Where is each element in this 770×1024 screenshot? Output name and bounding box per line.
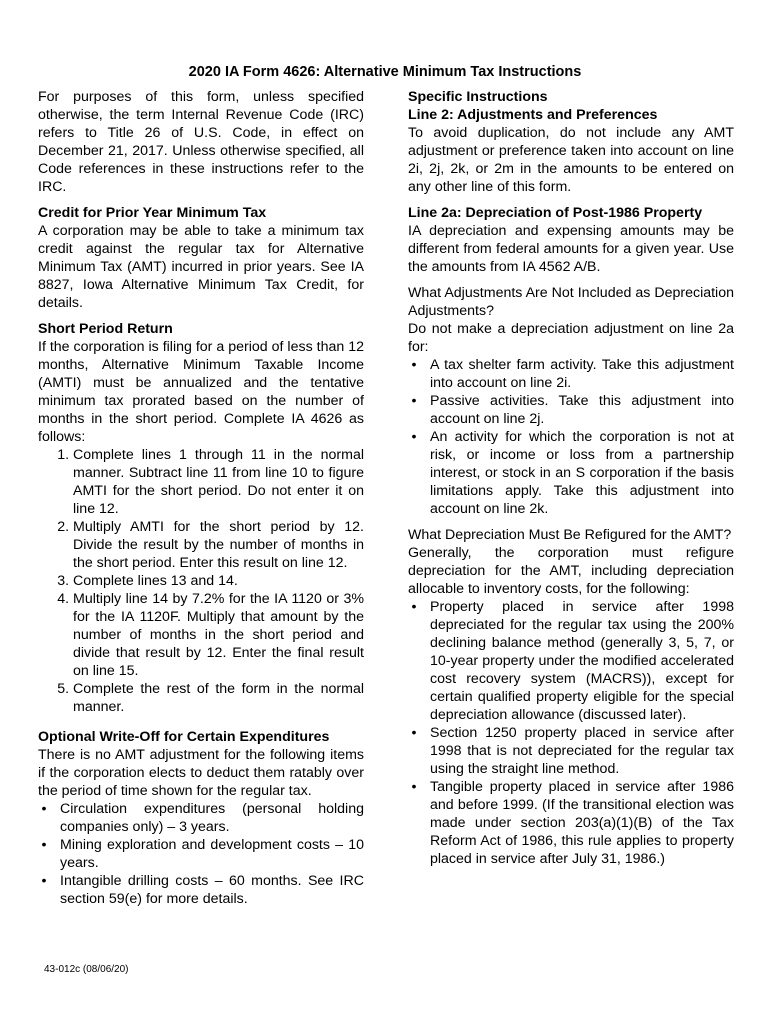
bullet-icon: • xyxy=(411,393,417,409)
line2-heading: Line 2: Adjustments and Preferences xyxy=(408,107,658,123)
left-column xyxy=(38,88,364,908)
refigured-question: What Depreciation Must Be Refigured for the AMT? xyxy=(408,527,732,543)
writeoff-heading: Optional Write-Off for Certain Expenditures xyxy=(38,729,330,745)
line2a-heading: Line 2a: Depreciation of Post-1986 Property xyxy=(408,205,703,221)
line2-paragraph: To avoid duplication, do not include any AMT adjustment or preference taken into account on line 2i, 2j, 2k, or 2m in the amounts to be entered on any other line of this form. xyxy=(408,125,734,195)
not-included-paragraph: Do not make a depreciation adjustment on line 2a for: xyxy=(408,321,734,355)
not-included-list xyxy=(408,356,734,518)
bullet-icon: • xyxy=(41,873,47,889)
list-item: • Property placed in service after 1998 depreciated for the regular tax using the 200% declining balance method (generally 3, 5, 7, or 10-year property under the modified accelerated cost recovery system (MACRS)), except for certain qualified property eligible for the special depreciation allowance (discussed later). xyxy=(430,598,734,724)
line2a-paragraph: IA depreciation and expensing amounts may be different from federal amounts for a given year. Use the amounts from IA 4562 A/B. xyxy=(408,223,734,275)
page-title: 2020 IA Form 4626: Alternative Minimum Tax Instructions xyxy=(188,64,582,80)
short-period-paragraph: If the corporation is filing for a period of less than 12 months, Alternative Minimum Taxable Income (AMTI) must be annualized and the tentative minimum tax prorated based on the number of months in the short period. Complete IA 4626 as follows: xyxy=(38,339,364,445)
list-item: • Circulation expenditures (personal holding companies only) – 3 years. xyxy=(60,800,364,836)
bullet-icon: • xyxy=(41,801,47,817)
bullet-icon: • xyxy=(411,357,417,373)
not-included-question: What Adjustments Are Not Included as Depreciation Adjustments? xyxy=(408,285,734,319)
list-item: • A tax shelter farm activity. Take this adjustment into account on line 2i. xyxy=(430,356,734,392)
writeoff-list xyxy=(38,800,364,908)
intro-paragraph: For purposes of this form, unless specified otherwise, the term Internal Revenue Code (IRC) refers to Title 26 of U.S. Code, in effect on December 21, 2017. Unless otherwise specified, all Code references in these instructions refer to the IRC. xyxy=(38,89,364,195)
right-column xyxy=(408,88,734,868)
form-number-footer: 43-012c (08/06/20) xyxy=(44,964,129,975)
list-item: 1. Complete lines 1 through 11 in the normal manner. Subtract line 11 from line 10 to figure AMTI for the short period. Do not enter it on line 12. xyxy=(73,446,364,518)
list-item: 3. Complete lines 13 and 14. xyxy=(73,572,364,590)
refigured-paragraph: Generally, the corporation must refigure depreciation for the AMT, including depreciation allocable to inventory costs, for the following: xyxy=(408,545,734,597)
refigured-list xyxy=(408,598,734,868)
bullet-icon: • xyxy=(411,599,417,615)
list-item: • Mining exploration and development costs – 10 years. xyxy=(60,836,364,872)
credit-heading: Credit for Prior Year Minimum Tax xyxy=(38,205,267,221)
list-item: • Tangible property placed in service after 1986 and before 1999. (If the transitional election was made under section 203(a)(1)(B) of the Tax Reform Act of 1986, this rule applies to property placed in service after July 31, 1986.) xyxy=(430,778,734,868)
bullet-icon: • xyxy=(411,725,417,741)
specific-instructions-heading: Specific Instructions xyxy=(408,89,548,105)
credit-paragraph: A corporation may be able to take a minimum tax credit against the regular tax for Alternative Minimum Tax (AMT) incurred in prior years. See IA 8827, Iowa Alternative Minimum Tax Credit, for details. xyxy=(38,223,364,311)
bullet-icon: • xyxy=(411,429,417,445)
short-period-steps xyxy=(38,446,364,716)
writeoff-paragraph: There is no AMT adjustment for the following items if the corporation elects to deduct them ratably over the period of time shown for the regular tax. xyxy=(38,747,364,799)
list-item: • Intangible drilling costs – 60 months. See IRC section 59(e) for more details. xyxy=(60,872,364,908)
list-item: • Passive activities. Take this adjustment into account on line 2j. xyxy=(430,392,734,428)
list-item: • Section 1250 property placed in service after 1998 that is not depreciated for the regular tax using the straight line method. xyxy=(430,724,734,778)
bullet-icon: • xyxy=(41,837,47,853)
short-period-heading: Short Period Return xyxy=(38,321,173,337)
list-item: 5. Complete the rest of the form in the normal manner. xyxy=(73,680,364,716)
list-item: 2. Multiply AMTI for the short period by 12. Divide the result by the number of months in the short period. Enter this result on line 12. xyxy=(73,518,364,572)
list-item: • An activity for which the corporation is not at risk, or income or loss from a partnership interest, or stock in an S corporation if the basis limitations apply. Take this adjustment into account on line 2k. xyxy=(430,428,734,518)
bullet-icon: • xyxy=(411,779,417,795)
list-item: 4. Multiply line 14 by 7.2% for the IA 1120 or 3% for the IA 1120F. Multiply that amount by the number of months in the short period and divide that result by 12. Enter the final result on line 15. xyxy=(73,590,364,680)
